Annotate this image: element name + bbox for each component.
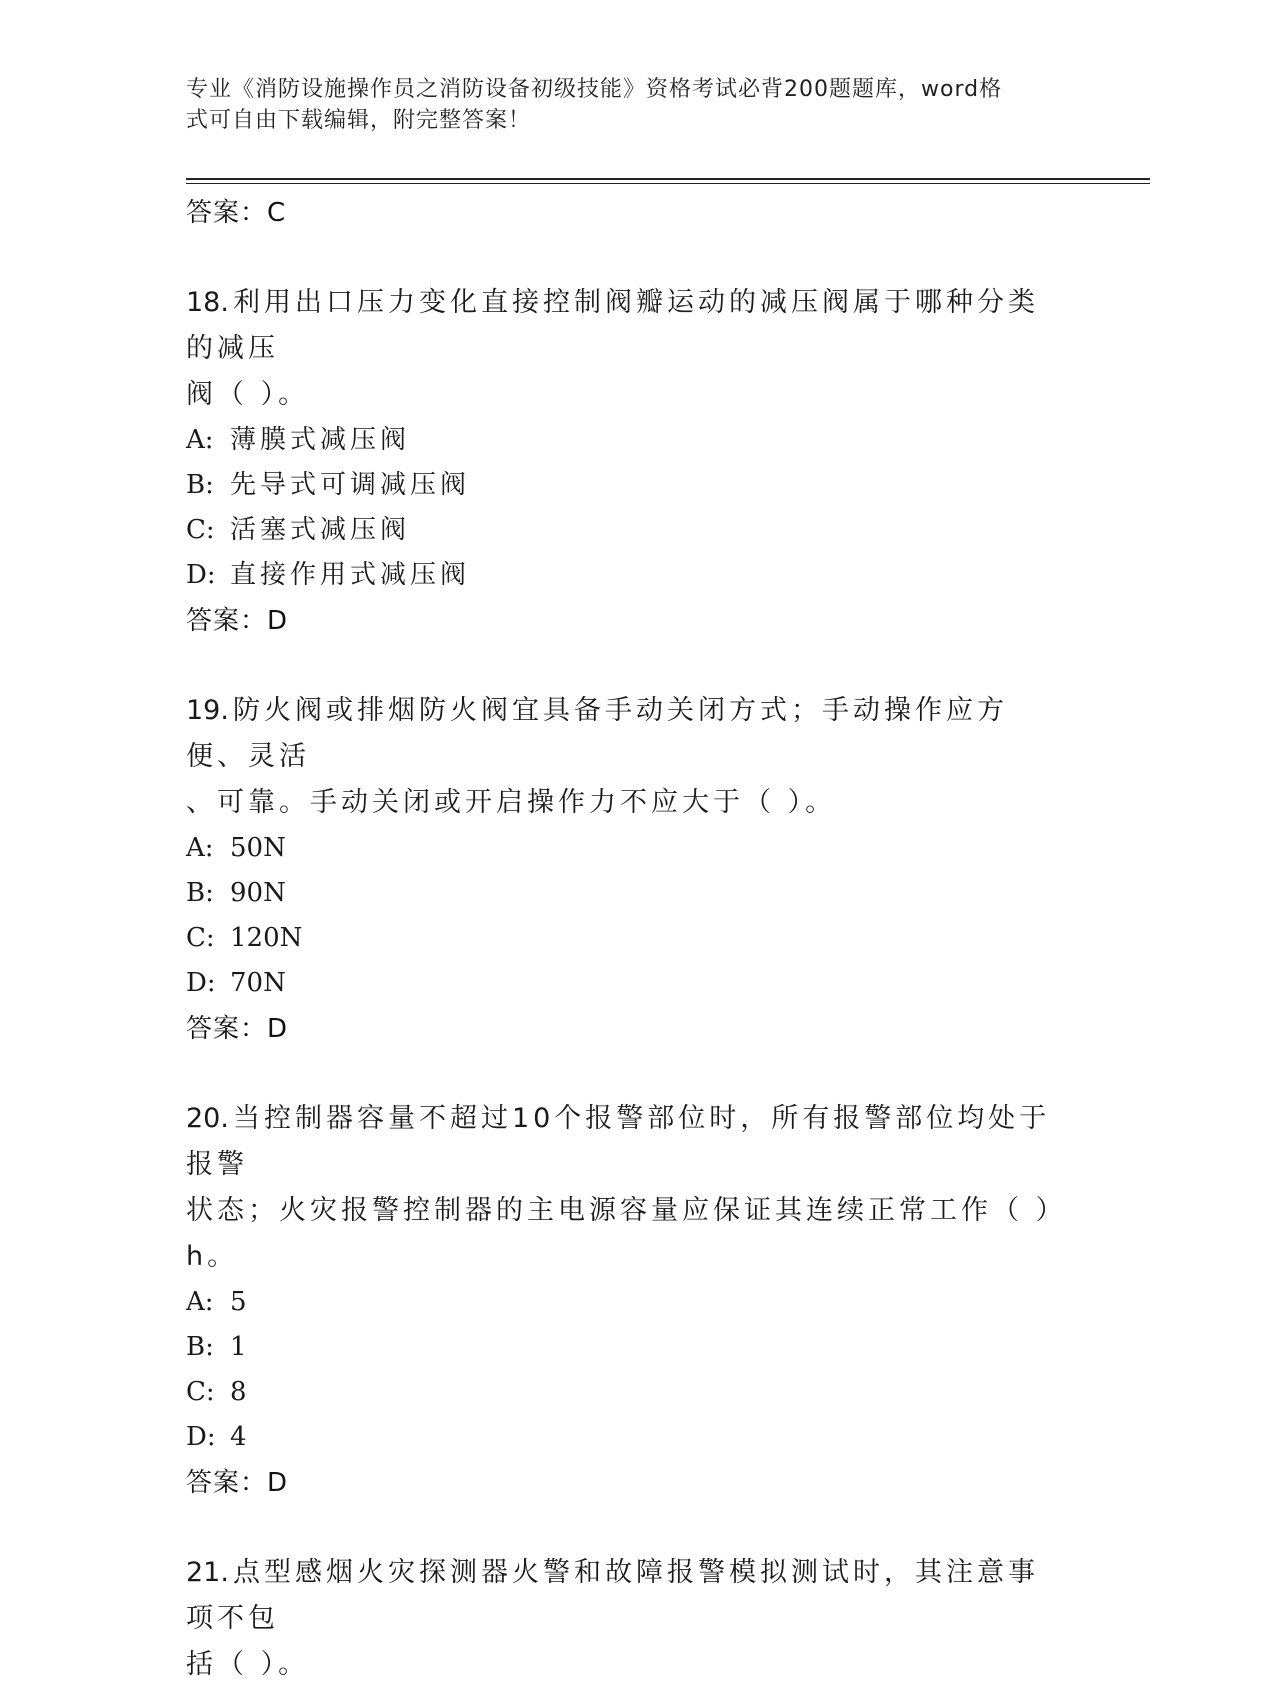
option-text: 直接作用式减压阀 [230,560,471,590]
page-header [186,74,1066,136]
question-stem [186,280,1066,372]
option-letter: C: [186,515,215,545]
question-18 [186,280,1066,644]
option-text: 70N [230,968,286,998]
question-20 [186,1096,1066,1506]
header-divider [186,178,1150,180]
question-21 [186,1550,1066,1688]
option-b [186,871,1066,916]
option-text: 1 [230,1332,247,1362]
option-d [186,1415,1066,1460]
option-a [186,1280,1066,1325]
question-text-line-2: 、可靠。手动关闭或开启操作力不应大于（ ）。 [186,787,837,818]
question-text-line-1: 点型感烟火灾探测器火警和故障报警模拟测试时，其注意事项不包 [186,1557,1039,1634]
option-a [186,418,1066,463]
option-text: 活塞式减压阀 [230,515,411,545]
option-letter: C: [186,923,215,953]
option-a [186,826,1066,871]
option-text: 5 [230,1287,247,1317]
option-text: 120N [230,923,303,953]
option-text: 8 [230,1377,247,1407]
question-19 [186,688,1066,1052]
option-letter: D: [186,1422,216,1452]
option-letter: B: [186,470,214,500]
question-number: 20. [186,1103,229,1134]
option-b [186,1325,1066,1370]
option-letter: B: [186,878,214,908]
option-d [186,961,1066,1006]
question-list [186,188,1066,1688]
option-letter: D: [186,968,216,998]
option-text: 4 [230,1422,247,1452]
option-text: 90N [230,878,286,908]
question-text-line-2: 括（ ）。 [186,1649,310,1680]
option-text: 先导式可调减压阀 [230,470,471,500]
option-d [186,553,1066,598]
option-text: 50N [230,833,286,863]
question-number: 19. [186,695,229,726]
option-letter: A: [186,833,214,863]
question-stem [186,1550,1066,1642]
option-letter: A: [186,425,214,455]
answer-line: 答案：C [186,198,287,228]
question-number: 21. [186,1557,229,1588]
header-line-1: 专业《消防设施操作员之消防设备初级技能》资格考试必背200题题库，word格 [186,77,1003,102]
option-letter: C: [186,1377,215,1407]
option-b [186,463,1066,508]
option-c [186,1370,1066,1415]
answer-line: 答案：D [186,606,289,636]
header-divider-thin [186,183,1150,184]
question-stem [186,1096,1066,1188]
answer-line: 答案：D [186,1468,289,1498]
question-text-line-2: 阀（ ）。 [186,379,310,410]
option-c [186,916,1066,961]
header-line-2: 式可自由下载编辑，附完整答案！ [186,108,532,133]
question-number: 18. [186,287,229,318]
answer-line: 答案：D [186,1014,289,1044]
question-text-line-1: 防火阀或排烟防火阀宜具备手动关闭方式；手动操作应方便、灵活 [186,695,1008,772]
question-text-line-2: 状态；火灾报警控制器的主电源容量应保证其连续正常工作（ ）h。 [186,1195,1054,1272]
question-text-line-1: 当控制器容量不超过10个报警部位时，所有报警部位均处于报警 [186,1103,1051,1180]
option-c [186,508,1066,553]
option-letter: D: [186,560,216,590]
option-letter: A: [186,1287,214,1317]
option-text: 薄膜式减压阀 [230,425,411,455]
question-stem [186,688,1066,780]
option-letter: B: [186,1332,214,1362]
question-text-line-1: 利用出口压力变化直接控制阀瓣运动的减压阀属于哪种分类的减压 [186,287,1039,364]
